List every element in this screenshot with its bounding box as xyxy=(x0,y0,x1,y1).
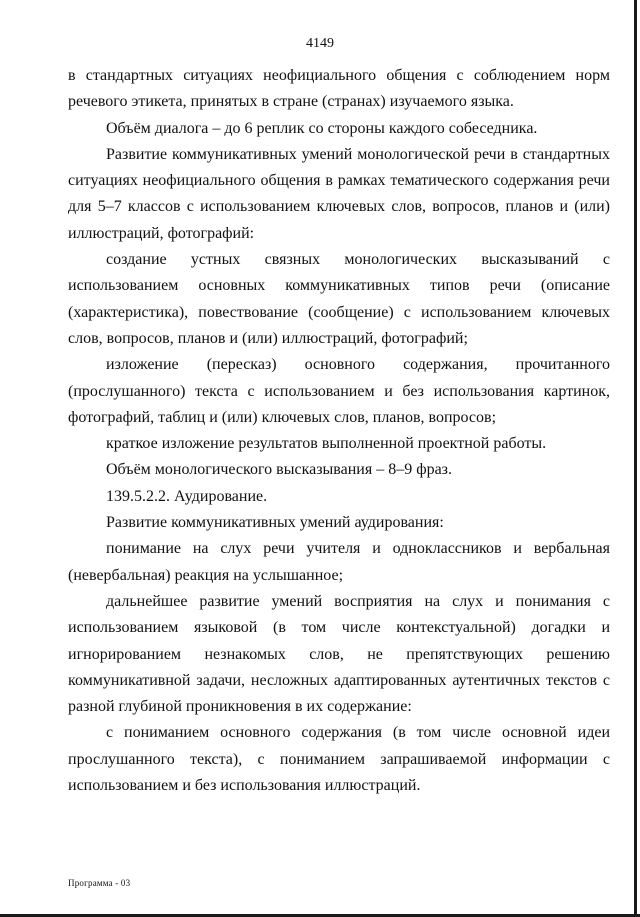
paragraph-monologue-skills: Развитие коммуникативных умений монологической речи в стандартных ситуациях неофициального общения в рамках тематического содержания речи для 5–7 классов с использованием ключевых слов, вопросов, планов и (или) иллюстраций, фотографий: xyxy=(68,145,610,242)
paragraph-monologue-volume: Объём монологического высказывания – 8–9 фраз. xyxy=(106,461,452,479)
paragraph-oral-statements: создание устных связных монологических высказываний с использованием основных коммуникативных типов речи (описание (характеристика), повествование (сообщение) с использованием ключевых слов, вопросов, планов и (или) иллюстраций, фотографий; xyxy=(68,251,610,347)
section-heading-listening: 139.5.2.2. Аудирование. xyxy=(106,487,268,505)
page-number: 4149 xyxy=(306,36,334,51)
body-text xyxy=(68,63,610,799)
paragraph-further-development: дальнейшее развитие умений восприятия на слух и понимания с использованием языковой (в том числе контекстуальной) догадки и игнорированием незнакомых слов, не препятствующих решению коммуникативной задачи, несложных адаптированных аутентичных текстов с разной глубиной проникновения в их содержание: xyxy=(68,592,610,716)
paragraph-teacher-speech: понимание на слух речи учителя и одноклассников и вербальная (невербальная) реакция на услышанное; xyxy=(68,540,610,584)
paragraph-dialog-volume: Объём диалога – до 6 реплик со стороны каждого собеседника. xyxy=(106,119,538,137)
paragraph-retelling: изложение (пересказ) основного содержания, прочитанного (прослушанного) текста с использованием и без использования картинок, фотографий, таблиц и (или) ключевых слов, планов, вопросов; xyxy=(68,356,610,426)
footer-program-label: Программа - 03 xyxy=(68,878,131,888)
paragraph-listening-skills: Развитие коммуникативных умений аудирования: xyxy=(106,514,444,532)
paragraph-main-content: с пониманием основного содержания (в том числе основной идеи прослушанного текста), с пониманием запрашиваемой информации с использованием и без использования иллюстраций. xyxy=(68,724,610,795)
paragraph-project-summary: краткое изложение результатов выполненной проектной работы. xyxy=(106,435,547,453)
paragraph-continuation: в стандартных ситуациях неофициального общения с соблюдением норм речевого этикета, принятых в стране (странах) изучаемого языка. xyxy=(68,67,610,111)
scan-edge-right xyxy=(634,0,637,917)
